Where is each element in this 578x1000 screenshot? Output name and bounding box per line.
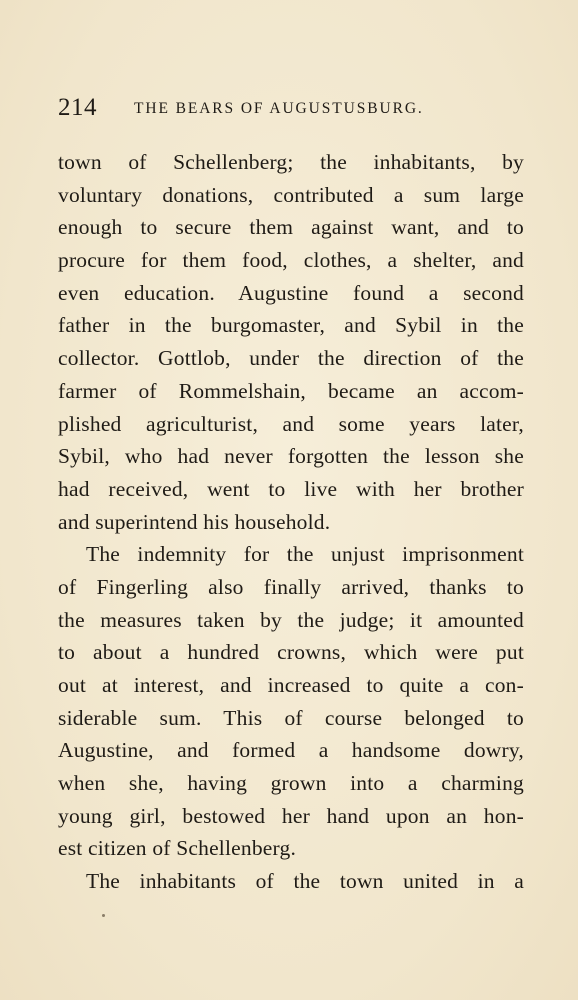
text-line: siderable sum. This of course belonged to <box>58 705 524 730</box>
text-line: est citizen of Schellenberg. <box>58 836 297 861</box>
text-line: Sybil, who had never forgotten the lesson she <box>58 444 524 469</box>
text-line: The inhabitants of the town united in a <box>86 869 524 894</box>
paper-speck <box>102 914 105 917</box>
page-number: 214 <box>58 94 97 121</box>
text-line: to about a hundred crowns, which were put <box>58 640 524 665</box>
text-line: The indemnity for the unjust imprisonment <box>86 542 524 567</box>
text-line: father in the burgomaster, and Sybil in the <box>58 313 524 338</box>
body-text <box>58 146 524 898</box>
text-line: Augustine, and formed a handsome dowry, <box>58 738 524 763</box>
text-line: and superintend his household. <box>58 509 331 534</box>
text-line: the measures taken by the judge; it amounted <box>58 607 524 632</box>
text-line: collector. Gottlob, under the direction of the <box>58 346 524 371</box>
running-head <box>58 92 528 124</box>
text-line: enough to secure them against want, and to <box>58 215 524 240</box>
text-line: even education. Augustine found a second <box>58 280 524 305</box>
text-line: plished agriculturist, and some years later, <box>58 411 524 436</box>
text-line: farmer of Rommelshain, became an accom- <box>58 378 524 403</box>
text-line: out at interest, and increased to quite a con- <box>58 673 524 697</box>
text-line: young girl, bestowed her hand upon an hon- <box>58 803 524 828</box>
text-line: when she, having grown into a charming <box>58 771 524 796</box>
text-line: procure for them food, clothes, a shelter, and <box>58 248 524 273</box>
text-line: voluntary donations, contributed a sum large <box>58 182 524 207</box>
text-line: town of Schellenberg; the inhabitants, by <box>58 150 524 174</box>
running-title: THE BEARS OF AUGUSTUSBURG. <box>134 100 424 117</box>
text-line: had received, went to live with her brother <box>58 476 524 501</box>
text-line: of Fingerling also finally arrived, thanks to <box>58 574 524 599</box>
